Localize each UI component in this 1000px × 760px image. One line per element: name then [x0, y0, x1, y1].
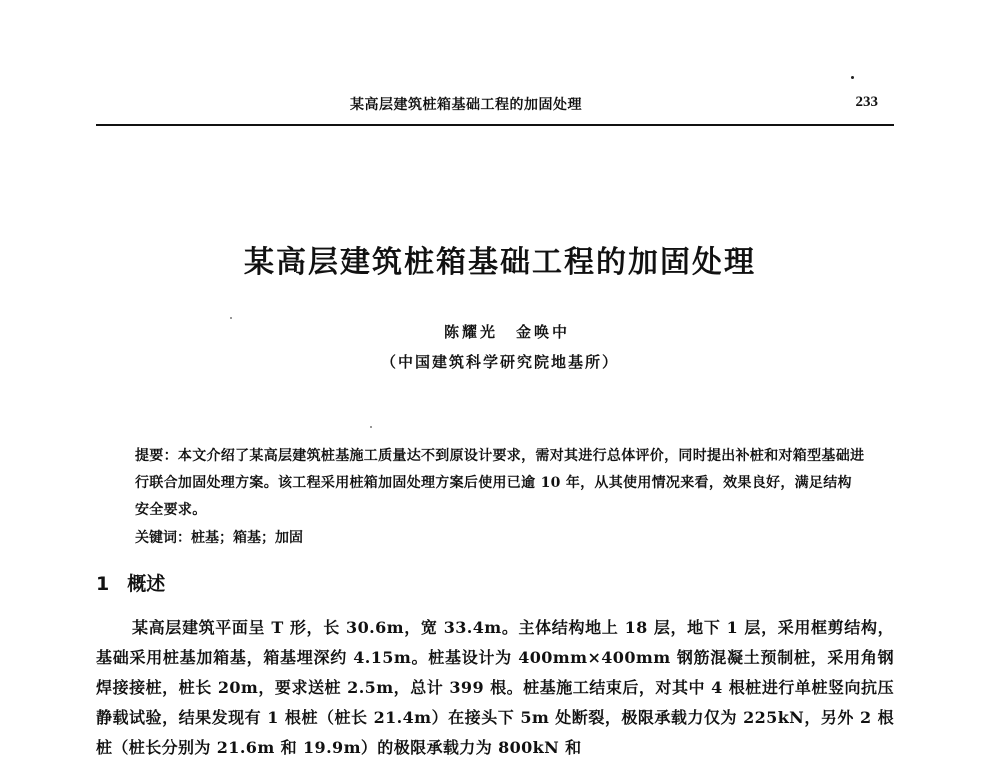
scan-speck	[370, 426, 372, 428]
section-title: 概述	[127, 573, 166, 595]
running-header	[96, 92, 894, 126]
section-number: 1	[96, 573, 110, 595]
abstract-text: 提要：本文介绍了某高层建筑桩基施工质量达不到原设计要求，需对其进行总体评价，同时提出补桩和对箱型基础进行联合加固处理方案。该工程采用桩箱加固处理方案后使用已逾 10 年，从其使用情况来看，效果良好，满足结构安全要求。	[135, 448, 865, 518]
article-title: 某高层建筑桩箱基础工程的加固处理	[244, 245, 756, 280]
page-number: 233	[855, 94, 878, 110]
running-title: 某高层建筑桩箱基础工程的加固处理	[350, 97, 582, 113]
body-paragraph: 某高层建筑平面呈 T 形，长 30.6m，宽 33.4m。主体结构地上 18 层，地下 1 层，采用框剪结构，基础采用桩基加箱基，箱基埋深约 4.15m。桩基设计为 400mm×400mm 钢筋混凝土预制桩，采用角钢焊接接桩，桩长 20m，要求送桩 2.5m，总计 399 根。桩基施工结束后，对其中 4 根桩进行单桩竖向抗压静载试验，结果发现有 1 根桩（桩长 21.4m）在接头下 5m 处断裂，极限承载力仅为 225kN，另外 2 根桩（桩长分别为 21.6m 和 19.9m）的极限承载力为 800kN 和	[96, 618, 894, 757]
scan-speck	[230, 317, 232, 319]
abstract	[135, 443, 865, 524]
article-authors: 陈耀光 金唤中	[443, 323, 570, 341]
section-heading	[96, 569, 165, 596]
article-affiliation: （中国建筑科学研究院地基所）	[380, 353, 619, 371]
section-body	[96, 613, 894, 760]
keywords: 关键词：桩基；箱基；加固	[135, 530, 303, 546]
scan-speck	[851, 76, 854, 79]
